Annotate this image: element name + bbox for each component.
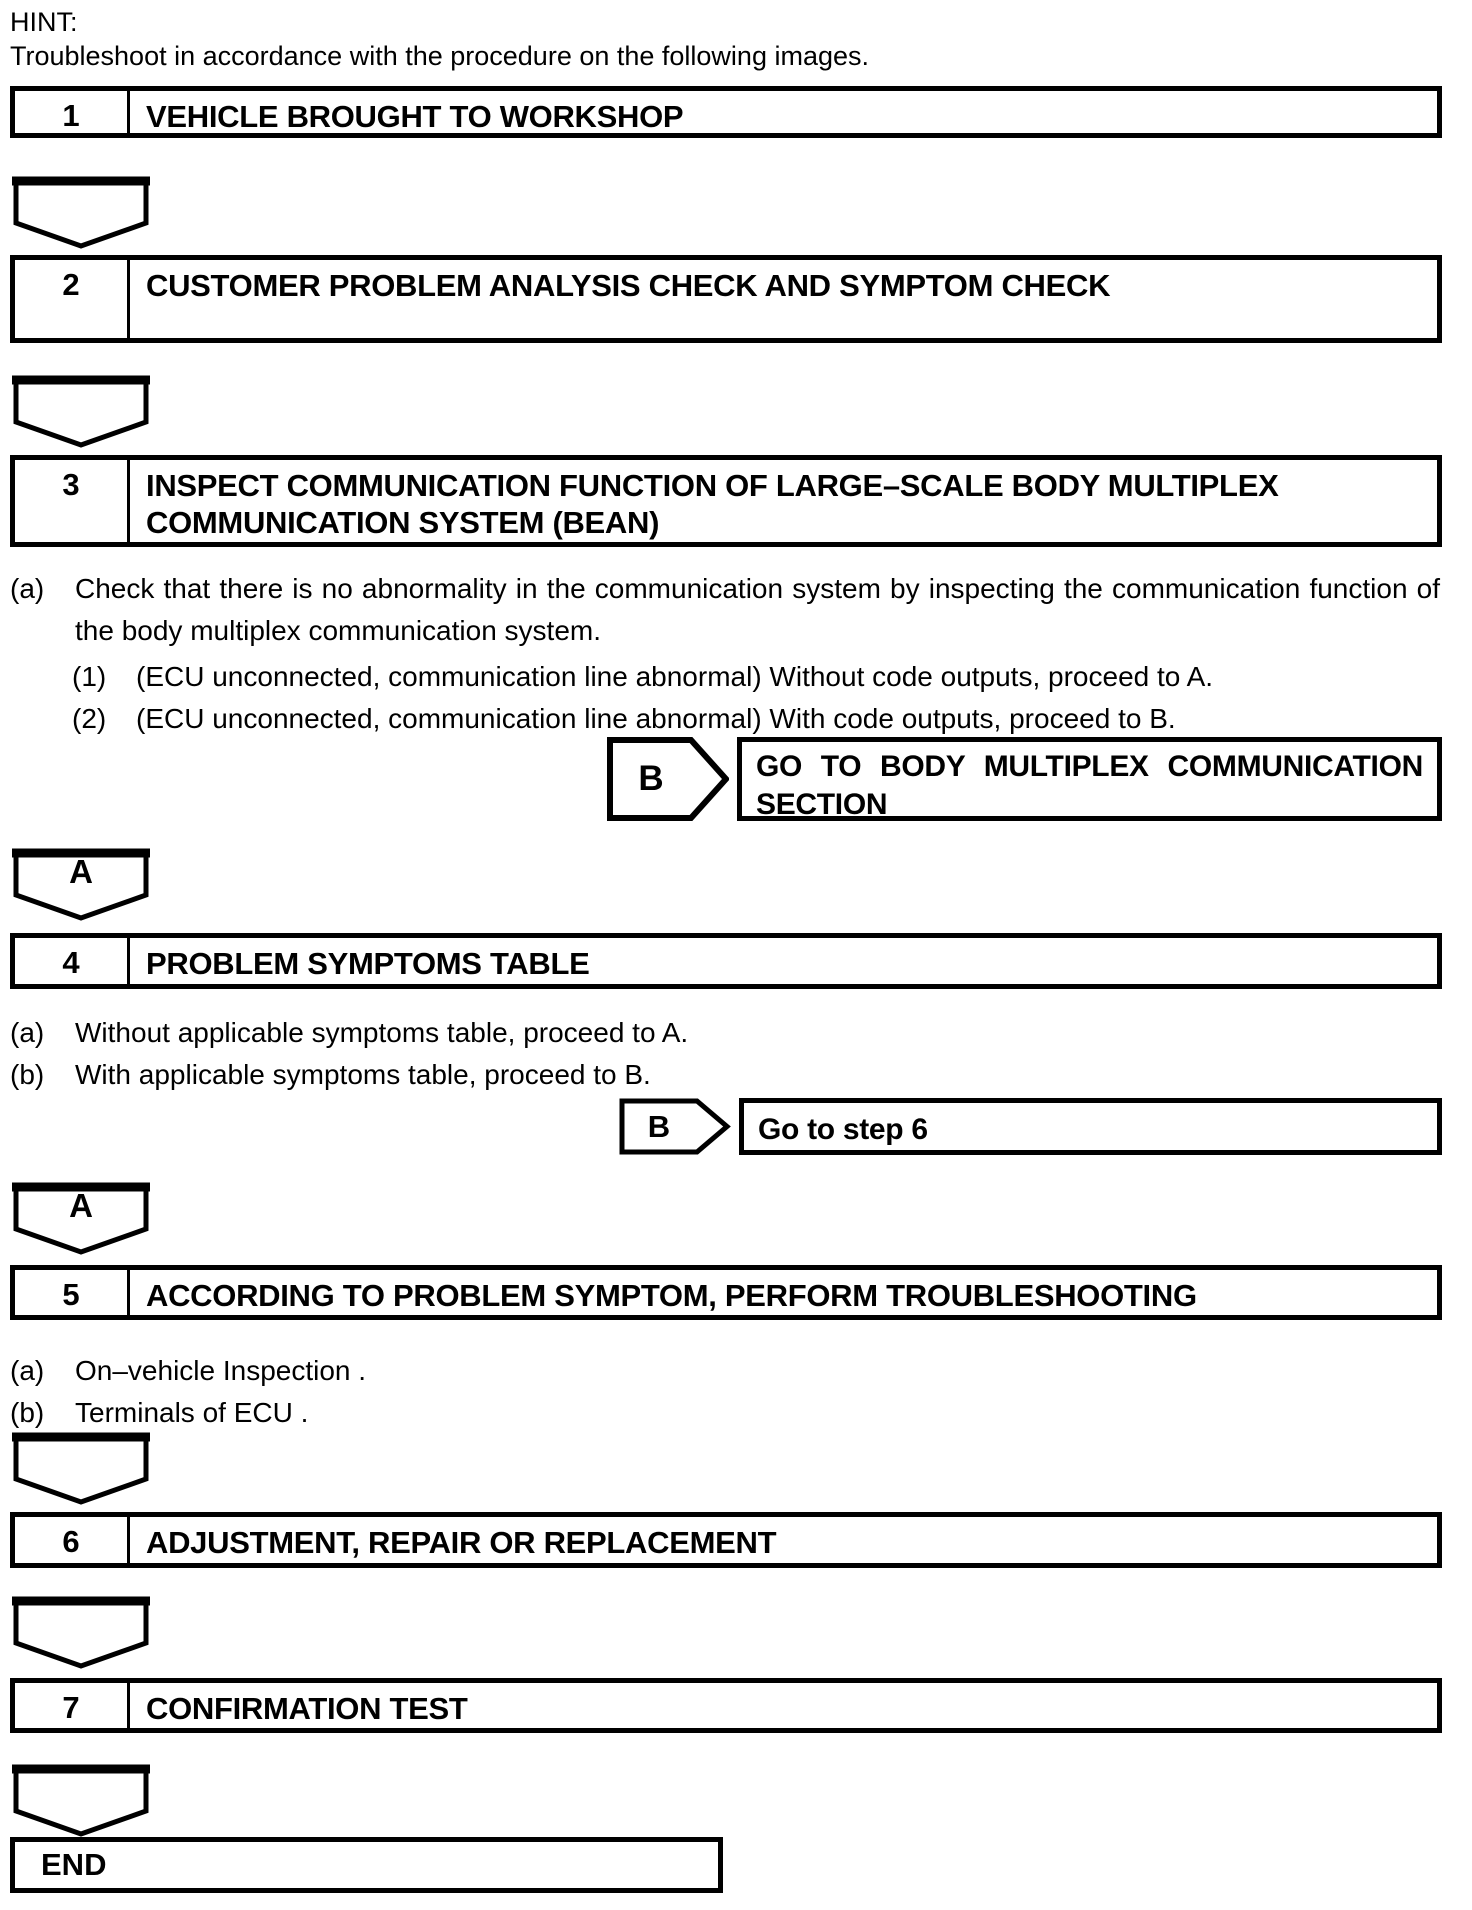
step-box-4	[10, 933, 1442, 989]
step-number: 3	[15, 460, 130, 542]
step-title: CONFIRMATION TEST	[146, 1691, 468, 1726]
step-number: 7	[15, 1683, 130, 1728]
step-title: INSPECT COMMUNICATION FUNCTION OF LARGE–SCALE BODY MULTIPLEX COMMUNICATION SYSTEM (BEAN)	[146, 468, 1279, 541]
connector-label: A	[69, 853, 93, 890]
list-item-text: Check that there is no abnormality in the communication system by inspecting the communication function of the body multiplex communication system.	[75, 573, 1440, 646]
list-item-label: (a)	[10, 1017, 45, 1048]
step-number: 2	[15, 260, 130, 338]
branch-row-b-1	[607, 737, 1442, 821]
down-connector-2	[12, 375, 150, 449]
down-connector-4	[12, 1596, 150, 1670]
step-title: ADJUSTMENT, REPAIR OR REPLACEMENT	[146, 1525, 777, 1560]
list-item-label: (a)	[10, 1355, 45, 1386]
list-item-a	[10, 1012, 1440, 1054]
step-box-2	[10, 255, 1442, 343]
list-item-text: Terminals of ECU .	[75, 1397, 309, 1428]
list-item-text: With applicable symptoms table, proceed to B.	[75, 1059, 651, 1090]
branch-b-badge	[607, 737, 729, 821]
sub-item-1	[72, 656, 1452, 698]
list-item-b	[10, 1392, 1440, 1434]
list-item-a	[10, 1350, 1440, 1392]
step-number: 1	[15, 91, 130, 133]
list-item-label: (b)	[10, 1397, 45, 1428]
sub-item-2	[72, 698, 1452, 740]
step-box-3	[10, 455, 1442, 547]
step-title: PROBLEM SYMPTOMS TABLE	[146, 946, 590, 981]
hint-text: Troubleshoot in accordance with the procedure on the following images.	[10, 41, 870, 71]
sub-item-label: (2)	[72, 703, 107, 734]
down-connector-3	[12, 1432, 150, 1506]
hint-label: HINT:	[10, 7, 78, 37]
step-title: CUSTOMER PROBLEM ANALYSIS CHECK AND SYMPTOM CHECK	[146, 268, 1111, 303]
list-item-b	[10, 1054, 1440, 1096]
end-box	[10, 1837, 723, 1893]
down-connector-1	[12, 176, 150, 250]
down-connector-a-1	[12, 848, 150, 922]
step-number: 5	[15, 1270, 130, 1315]
branch-target-text: GO TO BODY MULTIPLEX COMMUNICATION SECTION	[756, 750, 1423, 821]
down-arrow-icon	[12, 375, 150, 449]
list-item-text: On–vehicle Inspection .	[75, 1355, 367, 1386]
list-item-text: Without applicable symptoms table, proceed to A.	[75, 1017, 689, 1048]
step-box-1	[10, 86, 1442, 138]
step-box-7	[10, 1678, 1442, 1733]
branch-target-box	[739, 1098, 1442, 1155]
sub-item-text: (ECU unconnected, communication line abnormal) Without code outputs, proceed to A.	[136, 661, 1214, 692]
branch-target-text: Go to step 6	[758, 1113, 928, 1146]
down-arrow-icon	[12, 1764, 150, 1838]
step-box-6	[10, 1512, 1442, 1568]
list-item-label: (a)	[10, 573, 45, 604]
branch-b-badge	[619, 1098, 731, 1155]
branch-target-box	[737, 737, 1442, 821]
step-number: 4	[15, 938, 130, 984]
step-box-5	[10, 1265, 1442, 1320]
sub-item-label: (1)	[72, 661, 107, 692]
down-arrow-icon	[12, 1432, 150, 1506]
list-item-a	[10, 568, 1440, 652]
branch-b-label: B	[647, 1108, 671, 1144]
down-connector-5	[12, 1764, 150, 1838]
sub-item-text: (ECU unconnected, communication line abnormal) With code outputs, proceed to B.	[136, 703, 1176, 734]
list-item-label: (b)	[10, 1059, 45, 1090]
down-arrow-icon	[12, 1596, 150, 1670]
branch-b-label: B	[638, 759, 664, 798]
step-title: VEHICLE BROUGHT TO WORKSHOP	[146, 99, 684, 134]
end-label: END	[41, 1847, 107, 1882]
down-connector-a-2	[12, 1182, 150, 1256]
down-arrow-icon	[12, 176, 150, 250]
step-number: 6	[15, 1517, 130, 1563]
branch-row-b-2	[619, 1098, 1442, 1155]
connector-label: A	[69, 1187, 93, 1224]
step-title: ACCORDING TO PROBLEM SYMPTOM, PERFORM TROUBLESHOOTING	[146, 1278, 1197, 1313]
